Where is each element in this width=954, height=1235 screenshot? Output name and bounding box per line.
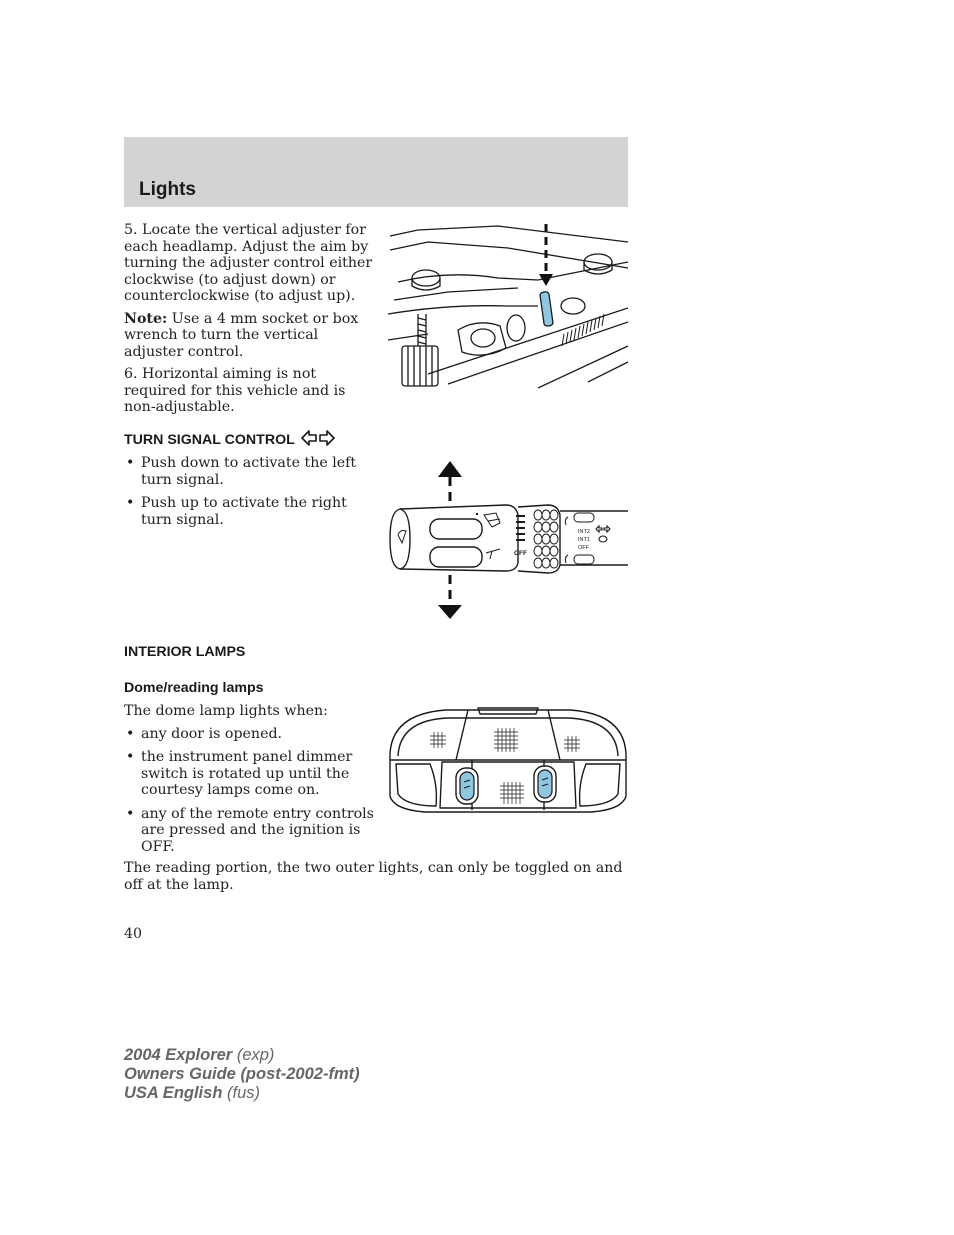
list-item: • Push down to activate the left turn signal. bbox=[124, 455, 374, 488]
turn-signal-arrows-icon bbox=[300, 430, 336, 446]
footer bbox=[124, 1046, 360, 1103]
list-item: • any door is opened. bbox=[124, 726, 374, 743]
step-6: 6. Horizontal aiming is not required for this vehicle and is non-adjustable. bbox=[124, 366, 346, 415]
turn-signal-text bbox=[124, 455, 374, 535]
reading-portion-text: The reading portion, the two outer lights, can only be toggled on and off at the lamp. bbox=[124, 860, 623, 893]
footer-language-code: (fus) bbox=[222, 1084, 260, 1102]
turn-signal-heading-text: TURN SIGNAL CONTROL bbox=[124, 432, 295, 448]
ring-label-off: OFF bbox=[514, 550, 527, 557]
footer-guide: Owners Guide (post-2002-fmt) bbox=[124, 1065, 360, 1083]
section-header bbox=[124, 137, 628, 207]
dome-reading-subheading: Dome/reading lamps bbox=[124, 680, 264, 696]
footer-line-3 bbox=[124, 1084, 360, 1103]
section-title: Lights bbox=[139, 179, 196, 200]
note-label: Note: bbox=[124, 310, 168, 327]
footer-line-2 bbox=[124, 1065, 360, 1084]
page-number: 40 bbox=[124, 926, 143, 942]
turn-signal-arrows-icon-small bbox=[596, 526, 610, 542]
note-text: Use a 4 mm socket or box wrench to turn the vertical adjuster control. bbox=[124, 310, 359, 360]
up-down-arrows-icon bbox=[438, 461, 462, 619]
stalk-label-off: OFF bbox=[578, 545, 589, 551]
list-item: • any of the remote entry controls are pressed and the ignition is OFF. bbox=[124, 806, 374, 856]
note bbox=[124, 311, 374, 361]
turn-signal-heading bbox=[124, 430, 336, 448]
dome-lamp-text bbox=[124, 703, 374, 862]
footer-model: 2004 Explorer bbox=[124, 1046, 233, 1064]
stalk-label-int1: INT1 bbox=[578, 537, 590, 543]
list-item: • Push up to activate the right turn signal. bbox=[124, 495, 374, 528]
footer-language: USA English bbox=[124, 1084, 223, 1102]
interior-lamps-heading: INTERIOR LAMPS bbox=[124, 644, 246, 660]
footer-model-code: (exp) bbox=[232, 1046, 275, 1064]
footer-line-1 bbox=[124, 1046, 360, 1065]
stalk-label-int2: INT2 bbox=[578, 529, 590, 535]
reading-lamp-switch-right bbox=[534, 766, 556, 802]
headlamp-adjuster-figure bbox=[388, 222, 628, 390]
reading-lamp-switch-left bbox=[456, 768, 478, 804]
list-item: • the instrument panel dimmer switch is rotated up until the courtesy lamps come on. bbox=[124, 749, 374, 799]
headlamp-text bbox=[124, 222, 374, 416]
step-5: 5. Locate the vertical adjuster for each headlamp. Adjust the aim by turning the adjuster control either clockwise (to adjust down) or counterclockwise (to adjust up). bbox=[124, 222, 373, 304]
dome-intro: The dome lamp lights when: bbox=[124, 703, 328, 719]
turn-signal-stalk-figure bbox=[388, 455, 628, 623]
dome-lamp-figure bbox=[386, 704, 630, 816]
